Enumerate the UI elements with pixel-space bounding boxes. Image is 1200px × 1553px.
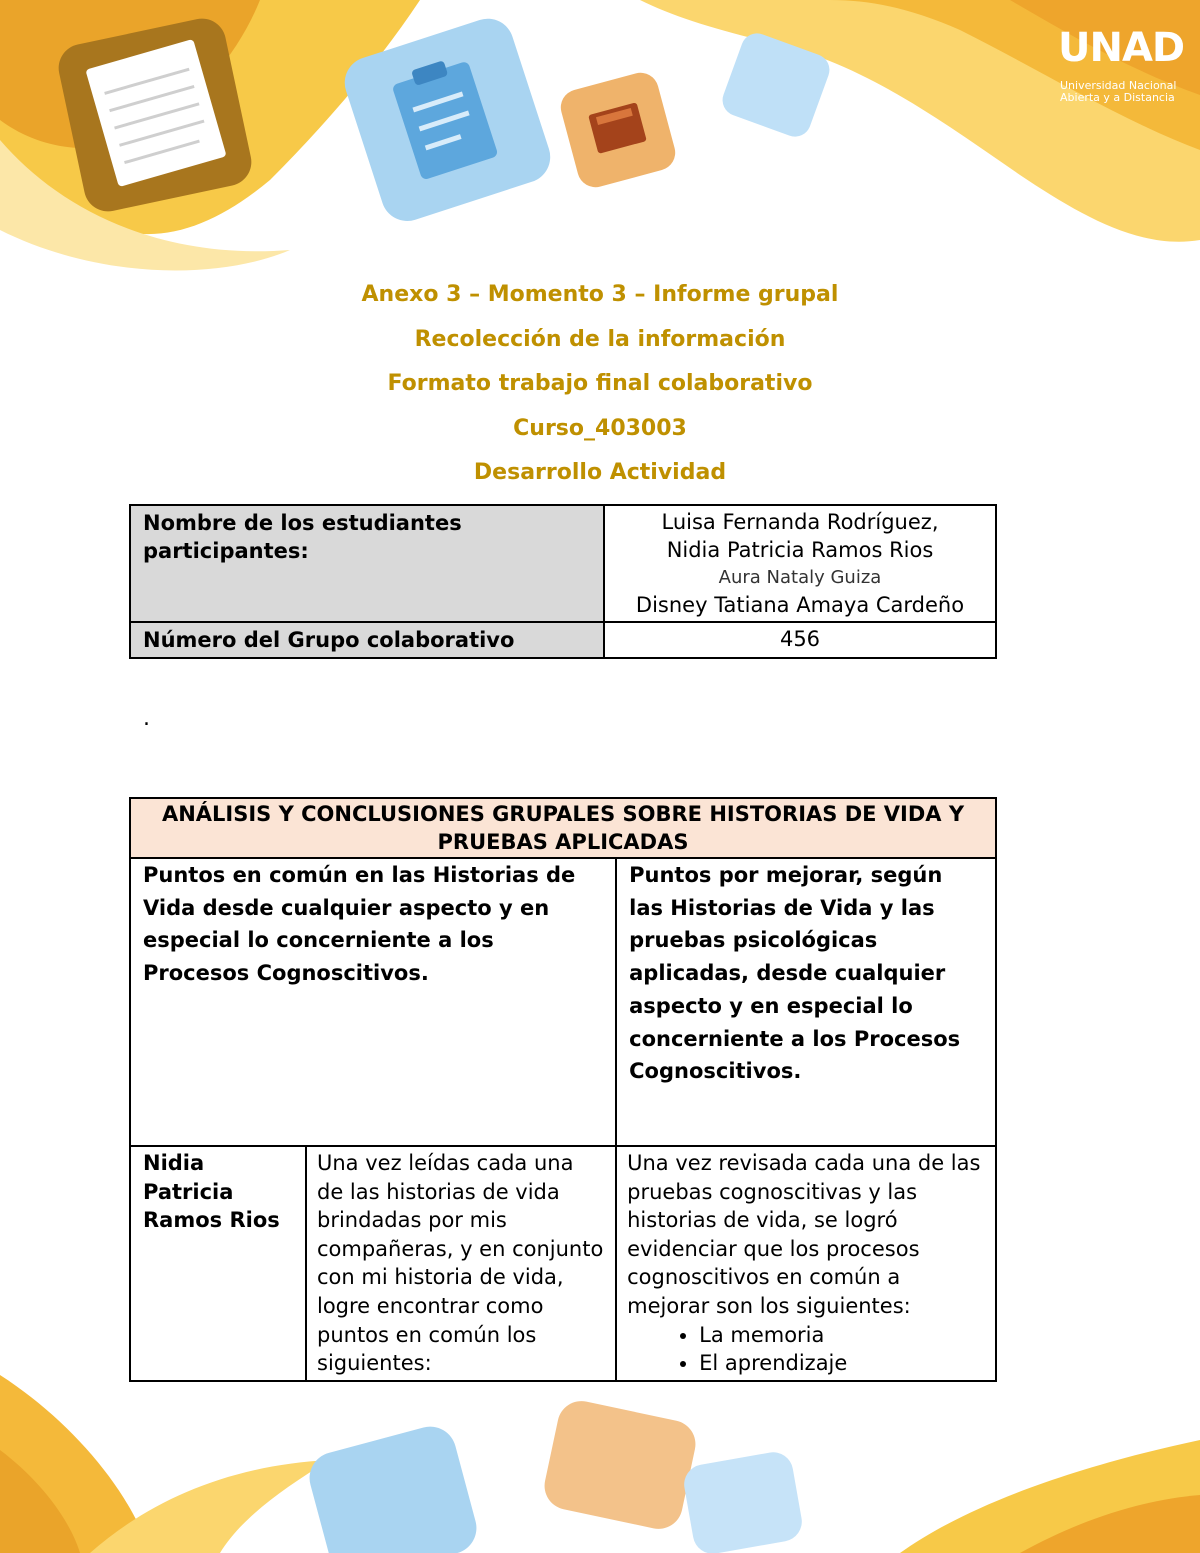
common-points-heading: Puntos en común en las Historias de Vida desde cualquier aspecto y en especial lo concerniente a los Procesos Cognoscitivos.: [130, 858, 616, 1146]
title-collection: Recolección de la información: [414, 326, 786, 352]
analysis-header: ANÁLISIS Y CONCLUSIONES GRUPALES SOBRE HISTORIAS DE VIDA Y PRUEBAS APLICADAS: [130, 798, 996, 858]
table-row: [130, 858, 996, 1146]
info-table: [129, 504, 997, 659]
unad-logo: [1058, 12, 1183, 112]
group-label: Número del Grupo colaborativo: [130, 622, 604, 658]
student-name: Nidia Patricia Ramos Rios: [666, 538, 934, 562]
logo-subtitle: Universidad Nacional Abierta y a Distancia: [1060, 79, 1177, 104]
student-name: Disney Tatiana Amaya Cardeño: [635, 593, 965, 617]
row-student-name: Nidia Patricia Ramos Rios: [130, 1146, 306, 1381]
students-names: [604, 505, 996, 622]
table-row: [130, 1146, 996, 1381]
improvement-list: [627, 1321, 985, 1378]
table-row: [130, 798, 996, 858]
table-row: [130, 505, 996, 622]
document-titles: [0, 278, 1200, 501]
title-annex: Anexo 3 – Momento 3 – Informe grupal: [361, 282, 839, 307]
logo-wordmark: UNAD: [1058, 25, 1185, 71]
group-value: 456: [604, 622, 996, 658]
list-item: • El aprendizaje: [699, 1349, 985, 1378]
analysis-table: [129, 797, 997, 1382]
title-activity: Desarrollo Actividad: [473, 460, 727, 485]
improvement-cell: [616, 1146, 996, 1381]
student-name: Aura Nataly Guiza: [718, 567, 882, 588]
improvement-heading: Puntos por mejorar, según las Historias de Vida y las pruebas psicológicas aplicadas, desde cualquier aspecto y en especial lo concerniente a los Procesos Cognoscitivos.: [616, 858, 996, 1146]
list-item: • La memoria: [699, 1321, 985, 1350]
students-label: Nombre de los estudiantes participantes:: [130, 505, 604, 622]
title-course: Curso_403003: [513, 415, 687, 441]
separator-dot: .: [143, 706, 150, 731]
common-points-text: Una vez leídas cada una de las historias de vida brindadas por mis compañeras, y en conjunto con mi historia de vida, logre encontrar como puntos en común los siguientes:: [306, 1146, 616, 1381]
table-row: [130, 622, 996, 658]
student-name: Luisa Fernanda Rodríguez,: [661, 510, 939, 534]
improvement-intro: Una vez revisada cada una de las pruebas cognoscitivas y las historias de vida, se logró evidenciar que los procesos cognoscitivos en común a mejorar son los siguientes:: [627, 1151, 981, 1318]
title-format: Formato trabajo final colaborativo: [387, 371, 813, 396]
